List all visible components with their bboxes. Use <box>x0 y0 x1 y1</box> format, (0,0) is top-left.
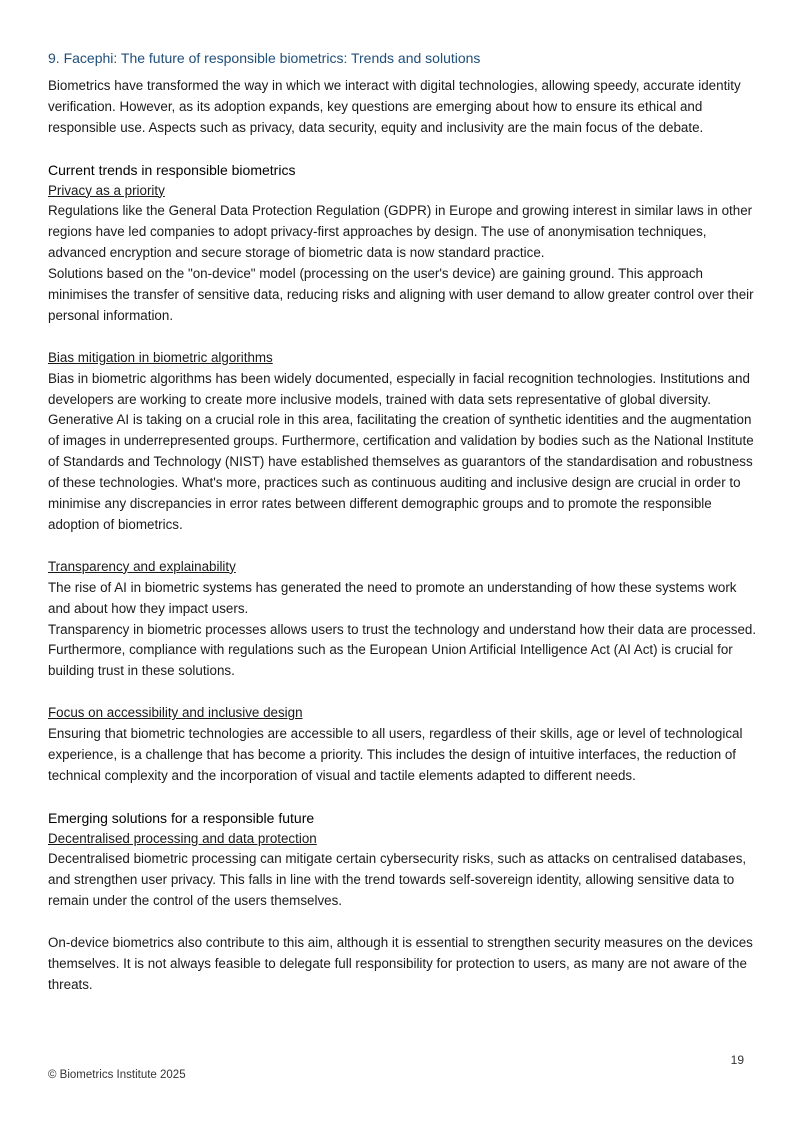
page-title: 9. Facephi: The future of responsible biometrics: Trends and solutions <box>48 50 481 66</box>
document-page <box>48 48 760 996</box>
page-number: 19 <box>730 1053 744 1067</box>
transparency-paragraph-2: Transparency in biometric processes allows users to trust the technology and understand how their data are processed. Furthermore, compliance with regulations such as the European Union Artificial Intelligence Act (AI Act) is crucial for building trust in these solutions. <box>48 621 757 679</box>
copyright-footer: © Biometrics Institute 2025 <box>48 1069 186 1081</box>
privacy-heading: Privacy as a priority <box>48 182 165 198</box>
transparency-heading: Transparency and explainability <box>48 558 236 574</box>
transparency-paragraph-1: The rise of AI in biometric systems has generated the need to promote an understanding of how these systems work and about how they impact users. <box>48 579 737 616</box>
bias-paragraph: Bias in biometric algorithms has been widely documented, especially in facial recognition technologies. Institutions and developers are working to create more inclusive models, trained with data sets representative of global diversity. Generative AI is taking on a crucial role in this area, facilitating the creation of synthetic identities and the augmentation of images in underrepresented groups. Furthermore, certification and validation by bodies such as the National Institute of Standards and Technology (NIST) have established themselves as guarantors of the standardisation and robustness of these technologies. What's more, practices such as continuous auditing and inclusive design are crucial in order to minimise any discrepancies in error rates between different demographic groups and to promote the responsible adoption of biometrics. <box>48 370 754 532</box>
intro-paragraph: Biometrics have transformed the way in which we interact with digital technologies, allowing speedy, accurate identity verification. However, as its adoption expands, key questions are emerging about how to ensure its ethical and responsible use. Aspects such as privacy, data security, equity and inclusivity are the main focus of the debate. <box>48 78 741 135</box>
accessibility-paragraph: Ensuring that biometric technologies are accessible to all users, regardless of their skills, age or level of technological experience, is a challenge that has become a priority. This includes the design of intuitive interfaces, the reduction of technical complexity and the incorporation of visual and tactile elements adapted to different needs. <box>48 726 743 783</box>
privacy-paragraph-2: Solutions based on the "on-device" model (processing on the user's device) are gaining ground. This approach minimises the transfer of sensitive data, reducing risks and aligning with user demand to allow greater control over their personal information. <box>48 266 754 323</box>
accessibility-heading: Focus on accessibility and inclusive design <box>48 705 303 721</box>
privacy-paragraph-1: Regulations like the General Data Protection Regulation (GDPR) in Europe and growing interest in similar laws in other regions have led companies to adopt privacy-first approaches by design. The use of anonymisation techniques, advanced encryption and secure storage of biometric data is now standard practice. <box>48 203 753 261</box>
decentralised-heading: Decentralised processing and data protection <box>48 830 317 846</box>
trends-heading: Current trends in responsible biometrics <box>48 161 296 178</box>
decentralised-paragraph-1: Decentralised biometric processing can mitigate certain cybersecurity risks, such as attacks on centralised databases, and strengthen user privacy. This falls in line with the trend towards self-sovereign identity, allowing sensitive data to remain under the control of the users themselves. <box>48 851 747 909</box>
decentralised-paragraph-2: On-device biometrics also contribute to this aim, although it is essential to strengthen security measures on the devices themselves. It is not always feasible to delegate full responsibility for protection to users, as many are not aware of the threats. <box>48 935 753 992</box>
bias-heading: Bias mitigation in biometric algorithms <box>48 349 273 365</box>
solutions-heading: Emerging solutions for a responsible future <box>48 809 315 826</box>
